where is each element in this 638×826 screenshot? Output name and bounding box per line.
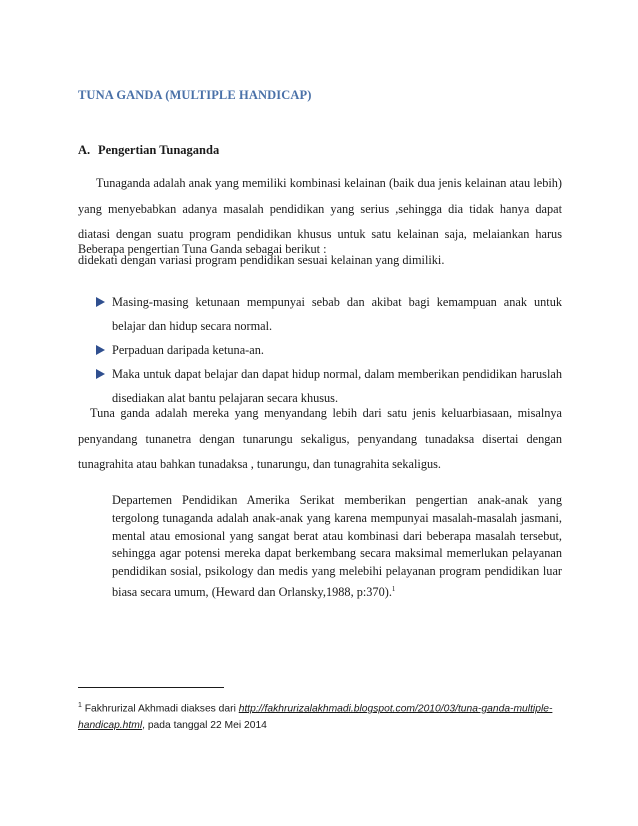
arrow-bullet-icon	[96, 345, 105, 355]
document-title: TUNA GANDA (MULTIPLE HANDICAP)	[78, 88, 312, 102]
footnote	[78, 697, 562, 734]
arrow-bullet-icon	[96, 297, 105, 307]
list-item-text: Perpaduan daripada ketuna-an.	[112, 343, 264, 357]
paragraph-definition: Tunaganda adalah anak yang memiliki kombinasi kelainan (baik dua jenis kelainan atau lebih) yang menyebabkan adanya masalah pendidikan yang serius ,sehingga dia tidak hanya dapat diatasi dengan suatu program pendidikan khusus untuk satu kelainan saja, melaiankan harus didekati dengan variasi program pendidikan sesuai kelainan yang dimiliki.	[78, 176, 562, 267]
paragraph-tuna-ganda: Tuna ganda adalah mereka yang menyandang lebih dari satu jenis keluarbiasaan, misalnya penyandang tunanetra dengan tunarungu sekaligus, penyandang tunadaksa disertai dengan tunagrahita atau bahkan tunadaksa , tunarungu, dan tunagrahita sekaligus.	[78, 406, 562, 471]
list-item-text: Masing-masing ketunaan mempunyai sebab dan akibat bagi kemampuan anak untuk belajar dan hidup secara normal.	[112, 295, 562, 333]
list-item	[78, 338, 562, 362]
block-quote-text: Departemen Pendidikan Amerika Serikat memberikan pengertian anak-anak yang tergolong tunaganda adalah anak-anak yang karena mempunyai masalah-masalah jasmani, mental atau emosional yang sangat berat atau kombinasi dari beberapa masalah tersebut, sehingga agar potensi mereka dapat berkembang secara maksimal memerlukan pelayanan pendidikan sosial, psikology dan medis yang melebihi pelayanan program pendidikan luar biasa secara umum, (Heward dan Orlansky,1988, p:370).	[112, 493, 562, 600]
footnote-prefix: Fakhrurizal Akhmadi diakses dari	[81, 703, 239, 715]
footnote-marker: 1	[78, 702, 82, 709]
paragraph-intro-list: Beberapa pengertian Tuna Ganda sebagai berikut :	[78, 242, 327, 256]
section-heading-text: Pengertian Tunaganda	[98, 143, 220, 157]
section-number: A.	[78, 143, 91, 157]
footnote-reference[interactable]: 1	[391, 584, 396, 593]
list-item-text: Maka untuk dapat belajar dan dapat hidup normal, dalam memberikan pendidikan haruslah disediakan alat bantu pelajaran secara khusus.	[112, 367, 562, 405]
footnote-link[interactable]: http://fakhrurizalakhmadi.blogspot.com/2010/03/tuna-ganda-multiple-handicap.html	[78, 703, 553, 732]
list-item	[78, 290, 562, 338]
footnote-divider	[78, 687, 224, 688]
footnote-suffix: , pada tanggal 22 Mei 2014	[142, 720, 267, 732]
bullet-list	[78, 290, 562, 410]
arrow-bullet-icon	[96, 369, 105, 379]
section-heading	[78, 143, 219, 158]
block-quote	[112, 492, 562, 602]
